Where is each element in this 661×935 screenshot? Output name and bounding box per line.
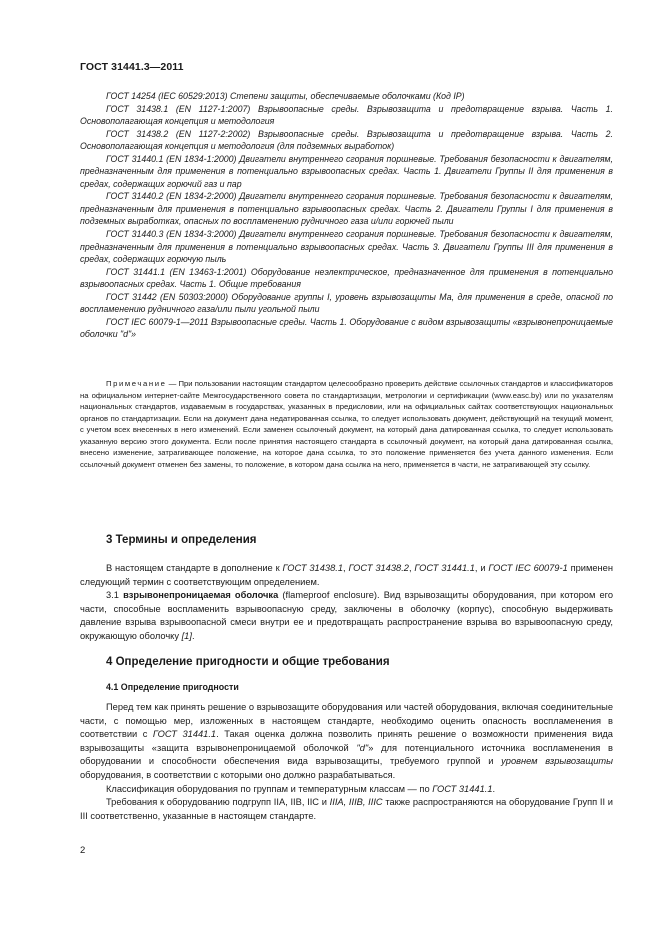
text-run: . xyxy=(492,783,496,794)
text-run: IIIA, IIIB, IIIC xyxy=(329,797,383,808)
text-run: Перед тем как принять решение о взрывозащите оборудования или частей оборудования, включая соединительные части, с помощью мер, изложенных в настоящем стандарте, необходимо оценить опасность воспламенения в соответствии с xyxy=(80,702,613,740)
standard-code-header: ГОСТ 31441.3—2011 xyxy=(80,61,184,73)
text-run: оборудования, в соответствии с которыми оно должно разрабатываться. xyxy=(80,769,396,780)
text-run: "d" xyxy=(356,742,369,753)
reference-item: ГОСТ 31438.2 (EN 1127-2:2002) Взрывоопасные среды. Взрывозащита и предотвращение взрыва. Часть 2. Основополагающая концепция и методология (для подземных выработок) xyxy=(80,128,613,152)
standard-reference: ГОСТ 31438.1 xyxy=(282,563,343,573)
standard-reference: ГОСТ 31438.2 xyxy=(348,563,409,573)
text-run: В настоящем стандарте в дополнение к xyxy=(106,563,283,573)
defined-term: взрывонепроницаемая оболочка xyxy=(123,590,279,601)
note-text: — При пользовании настоящим стандартом целесообразно проверить действие ссылочных стандартов и классификаторов на официальном интернет-сайте Межгосударственного совета по стандартизации, метрологии и сертификации (www.easc.by) или по указателям национальных стандартов, издаваемым в государствах, указанных в предисловии, или на официальных сайтах соответствующих национальных органов по стандартизации. Если на документ дана недатированная ссылка, то следует использовать документ, действующий на текущий момент, с учетом всех внесенных в него изменений. Если заменен ссылочный документ, на который дана датированная ссылка, то следует использовать указанную версию этого документа. Если после принятия настоящего стандарта в ссылочный документ, на который дана датированная ссылка, внесено изменение, затрагивающее положение, на которое дана ссылка, то это положение применяется без учета данного изменения. Если ссылочный документ отменен без замены, то положение, в котором дана ссылка на него, применяется в части, не затрагивающей эту ссылку. xyxy=(80,379,614,469)
paragraph xyxy=(80,701,613,783)
section-3-body xyxy=(80,562,613,644)
reference-item: ГОСТ 31440.3 (EN 1834-3:2000) Двигатели внутреннего сгорания поршневые. Требования безопасности к двигателям, предназначенным для применения в потенциально взрывоопасных средах. Часть 3. Двигатели Группы III для применения в средах, содержащих горючую пыль xyxy=(80,229,613,265)
standard-reference: ГОСТ IEC 60079-1 xyxy=(488,563,568,573)
reference-item: ГОСТ 31442 (EN 50303:2000) Оборудование группы I, уровень взрывозащиты Ма, для применения в среде, опасной по воспламенению рудничного газа/или пыли угольной пыли xyxy=(80,291,613,315)
text-run: . Такая оценка должна позволить принять решение о возможности применения вида взрывозащиты «защита взрывонепроницаемой оболочкой xyxy=(80,729,613,753)
paragraph xyxy=(80,783,613,797)
definition-3-1 xyxy=(80,589,613,643)
section-4-body xyxy=(80,701,613,823)
bibliography-reference: [1] xyxy=(181,630,192,641)
clause-number: 3.1 xyxy=(106,590,124,601)
reference-item: ГОСТ 14254 (IEC 60529:2013) Степени защиты, обеспечиваемые оболочками (Код IP) xyxy=(106,91,465,101)
text-run: уровнем взрывозащиты xyxy=(501,756,614,767)
references-note xyxy=(80,378,613,470)
text-run: применен следующий термин с соответствующим определением. xyxy=(80,563,613,587)
paragraph xyxy=(80,796,613,823)
normative-references-list xyxy=(80,90,613,341)
text-run: . xyxy=(191,630,195,641)
reference-item: ГОСТ 31440.1 (EN 1834-1:2000) Двигатели внутреннего сгорания поршневые. Требования безопасности к двигателям, предназначенным для применения в потенциально взрывоопасных средах. Часть 1. Двигатели Группы II для применения в средах, содержащих горючий газ и пар xyxy=(80,153,613,189)
text-run: , и xyxy=(474,563,489,573)
reference-item: ГОСТ 31440.2 (EN 1834-2:2000) Двигатели внутреннего сгорания поршневые. Требования безопасности к двигателям, предназначенным для применения в потенциально взрывоопасных средах. Часть 2. Двигатели Группы I для применения в подземных выработках, опасных по воспламенению рудничного газа и/или горючей пыли xyxy=(80,191,613,227)
note-label: Примечание xyxy=(106,379,167,388)
reference-item: ГОСТ 31438.1 (EN 1127-1:2007) Взрывоопасные среды. Взрывозащита и предотвращение взрыва. Часть 1. Основополагающая концепция и методология xyxy=(80,103,613,127)
reference-item: ГОСТ 31441.1 (EN 13463-1:2001) Оборудование неэлектрическое, предназначенное для применения в потенциально взрывоопасных средах. Часть 1. Общие требования xyxy=(80,266,613,290)
text-run: Требования к оборудованию подгрупп IIA, IIB, IIC и xyxy=(106,797,330,808)
page-number: 2 xyxy=(80,845,86,856)
standard-reference: ГОСТ 31441.1 xyxy=(414,563,475,573)
text-run: , xyxy=(343,563,349,573)
text-run: также распространяются на оборудование Групп II и III соответственно, указанные в настоящем стандарте. xyxy=(80,797,613,821)
subsection-4-1-heading: 4.1 Определение пригодности xyxy=(106,682,239,692)
text-run: , xyxy=(408,563,415,573)
section-3-heading: 3 Термины и определения xyxy=(106,534,257,546)
text-run: Классификация оборудования по группам и температурным классам — по xyxy=(106,783,433,794)
text-run: (flameproof enclosure). Вид взрывозащиты оборудования, при котором его части, способные воспламенить взрывоопасную среду, заключены в оболочку (корпус), способную выдерживать давление взрыва взрывоопасной смеси внутри ее и предотвращать распространение взрыва во взрывоопасную среду, окружающую оболочку xyxy=(80,590,614,641)
section-4-heading: 4 Определение пригодности и общие требования xyxy=(106,656,390,668)
reference-item: ГОСТ IEC 60079-1—2011 Взрывоопасные среды. Часть 1. Оборудование с видом взрывозащиты «взрывонепроницаемые оболочки "d"» xyxy=(80,316,613,340)
standard-reference: ГОСТ 31441.1 xyxy=(432,783,493,794)
section-3-intro xyxy=(80,562,613,589)
text-run: » для потенциального источника воспламенения в оборудовании и способности обеспечения вида взрывозащиты, требуемого группой и xyxy=(80,742,614,767)
standard-reference: ГОСТ 31441.1 xyxy=(152,729,217,740)
